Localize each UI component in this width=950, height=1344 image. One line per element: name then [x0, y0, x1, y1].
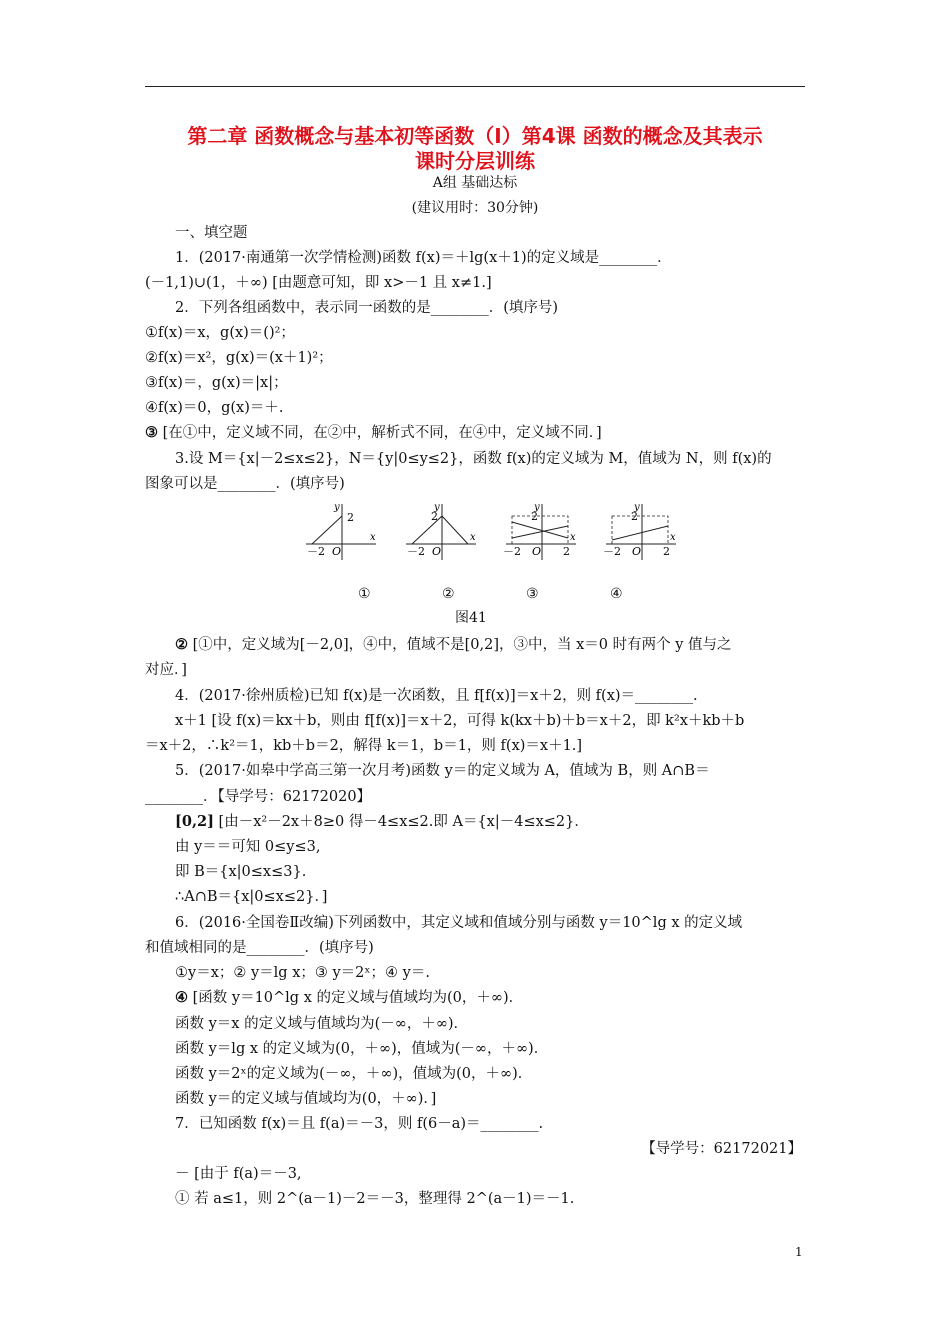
axis-label: y	[434, 502, 440, 513]
answer-6-line4: 函数 y＝2ˣ的定义域为(－∞，＋∞)，值域为(0，＋∞)．	[175, 1066, 533, 1082]
answer-6-line2: 函数 y＝x 的定义域与值域均为(－∞，＋∞)．	[175, 1016, 469, 1032]
tick-label: 2	[663, 545, 670, 558]
axis-label: y	[334, 502, 340, 513]
axis-label: x	[370, 532, 376, 543]
chapter-subtitle: 课时分层训练	[415, 149, 535, 173]
question-1: 1．(2017·南通第一次学情检测)函数 f(x)＝＋lg(x＋1)的定义域是________．	[175, 250, 672, 266]
axis-label: x	[470, 532, 476, 543]
figure-label-1: ①	[358, 586, 371, 602]
tick-label: O	[532, 545, 542, 558]
question-6-line1: 6．(2016·全国卷Ⅱ改编)下列函数中，其定义域和值域分别与函数 y＝10^lg x 的定义域	[175, 915, 743, 931]
tick-label: 2	[631, 510, 638, 523]
answer-5-line2: 由 y＝＝可知 0≤y≤3,	[175, 839, 321, 855]
figure-label-2: ②	[442, 586, 455, 602]
header-rule	[145, 86, 805, 87]
answer-3-text: [①中，定义域为[－2,0]，④中，值域不是[0,2]，③中，当 x＝0 时有两个 y 值与之	[188, 637, 732, 653]
question-4: 4．(2017·徐州质检)已知 f(x)是一次函数，且 f[f(x)]＝x＋2，则 f(x)＝________.	[175, 688, 698, 704]
section-heading: 一、填空题	[175, 225, 248, 241]
q2-option-4: ④f(x)＝0，g(x)＝＋.	[145, 400, 284, 416]
chapter-title: 第二章 函数概念与基本初等函数（Ⅰ）第4课 函数的概念及其表示	[187, 124, 763, 148]
question-3-line2: 图象可以是________．(填序号)	[145, 476, 345, 492]
figure-label-4: ④	[610, 586, 623, 602]
answer-3-line1	[175, 634, 845, 656]
answer-2	[145, 422, 815, 444]
axis-label: x	[670, 532, 676, 543]
question-7: 7．已知函数 f(x)＝且 f(a)＝－3，则 f(6－a)＝________.	[175, 1116, 544, 1132]
answer-4-line1: x＋1 [设 f(x)＝kx＋b，则由 f[f(x)]＝x＋2，可得 k(kx＋b)＋b＝x＋2，即 k²x＋kb＋b	[175, 713, 745, 729]
tick-label: －2	[407, 545, 425, 558]
graph-3-svg	[500, 500, 580, 560]
q2-option-3: ③f(x)＝，g(x)＝|x|；	[145, 375, 288, 391]
tick-label: O	[332, 545, 342, 558]
time-suggestion: (建议用时：30分钟)	[411, 200, 539, 216]
group-label: A组 基础达标	[432, 175, 518, 191]
answer-5-line1	[175, 811, 845, 833]
graph-3	[500, 500, 580, 560]
answer-5-text: [由－x²－2x＋8≥0 得－4≤x≤2.即 A＝{x|－4≤x≤2}．	[213, 814, 589, 830]
answer-1: (－1,1)∪(1，＋∞) [由题意可知，即 x>－1 且 x≠1.]	[145, 275, 492, 291]
question-5-line1: 5．(2017·如皋中学高三第一次月考)函数 y＝的定义域为 A，值域为 B，则 A∩B＝	[175, 763, 710, 779]
tick-label: 2	[347, 511, 354, 524]
axis-label: y	[634, 502, 640, 513]
axis-label: x	[570, 532, 576, 543]
tick-label: 2	[531, 510, 538, 523]
question-5-line2: ________．【导学号：62172020】	[145, 789, 372, 805]
question-3-line1: 3.设 M＝{x|－2≤x≤2}，N＝{y|0≤y≤2}，函数 f(x)的定义域为 M，值域为 N，则 f(x)的	[175, 451, 772, 467]
graph-2	[400, 500, 480, 560]
answer-5-line3: 即 B＝{x|0≤x≤3}.	[175, 864, 307, 880]
answer-6-line1	[175, 987, 845, 1009]
answer-4-line2: ＝x＋2，∴k²＝1，kb＋b＝2，解得 k＝1，b＝1，则 f(x)＝x＋1.]	[145, 738, 583, 754]
page-number: 1	[795, 1245, 803, 1259]
answer-6-text: [函数 y＝10^lg x 的定义域与值域均为(0，＋∞)．	[188, 990, 524, 1006]
tick-label: O	[432, 545, 442, 558]
answer-7-line2: ① 若 a≤1，则 2^(a－1)－2＝－3，整理得 2^(a－1)＝－1.	[175, 1191, 575, 1207]
tick-label: 2	[431, 510, 438, 523]
question-7-tag: 【导学号：62172021】	[641, 1141, 802, 1157]
tick-label: 2	[563, 545, 570, 558]
answer-2-mark: ③	[145, 424, 158, 441]
graph-1	[300, 500, 380, 560]
figure-caption: 图41	[455, 610, 487, 626]
answer-3-mark: ②	[175, 636, 188, 653]
answer-6-line3: 函数 y＝lg x 的定义域为(0，＋∞)，值域为(－∞，＋∞)．	[175, 1041, 549, 1057]
question-6-line2: 和值域相同的是________．(填序号)	[145, 940, 374, 956]
answer-5-line4: ∴A∩B＝{x|0≤x≤2}．]	[175, 889, 328, 905]
graph-1-svg	[300, 500, 380, 560]
axis-label: y	[534, 502, 540, 513]
figure-label-3: ③	[526, 586, 539, 602]
graph-4-svg	[600, 500, 680, 560]
graph-4	[600, 500, 680, 560]
tick-label: O	[632, 545, 642, 558]
question-6-options: ①y＝x；② y＝lg x；③ y＝2ˣ；④ y＝.	[175, 965, 430, 981]
question-2: 2．下列各组函数中，表示同一函数的是________．(填序号)	[175, 300, 559, 316]
tick-label: －2	[503, 545, 521, 558]
answer-6-mark: ④	[175, 989, 188, 1006]
answer-7-line1: － [由于 f(a)＝－3,	[175, 1166, 302, 1182]
q2-option-2: ②f(x)＝x²，g(x)＝(x＋1)²；	[145, 350, 333, 366]
tick-label: －2	[603, 545, 621, 558]
graph-2-svg	[400, 500, 480, 560]
answer-5-mark: [0,2]	[175, 813, 214, 830]
figure-graphs	[300, 500, 680, 600]
q2-option-1: ①f(x)＝x，g(x)＝()²；	[145, 325, 295, 341]
answer-6-line5: 函数 y＝的定义域与值域均为(0，＋∞)．]	[175, 1091, 437, 1107]
answer-3-line2: 对应．]	[145, 662, 187, 678]
answer-2-text: [在①中，定义域不同，在②中，解析式不同，在④中，定义域不同．]	[158, 425, 602, 441]
tick-label: －2	[307, 545, 325, 558]
